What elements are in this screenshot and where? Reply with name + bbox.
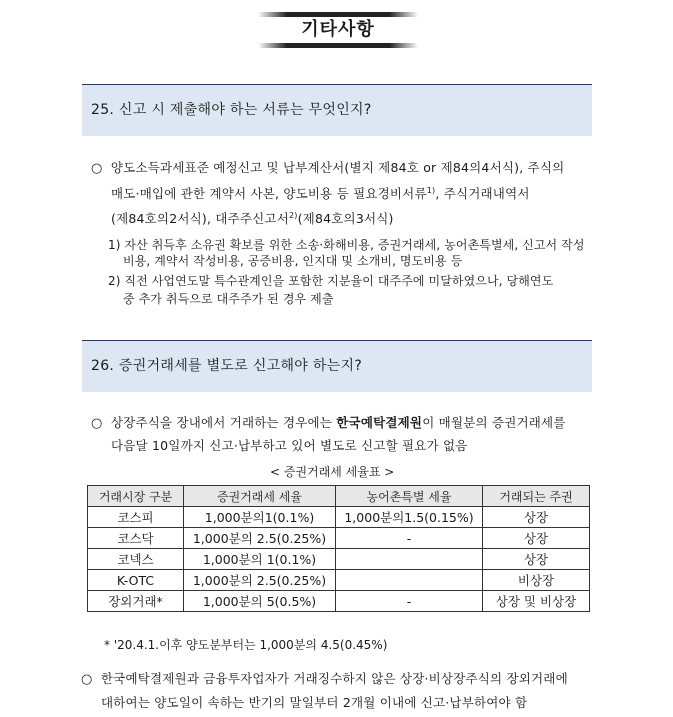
header-market: 거래시장 구분 — [88, 486, 184, 507]
cell-stock-type: 상장 — [483, 549, 590, 570]
q26-body-text-1a: 상장주식을 장내에서 거래하는 경우에는 — [110, 415, 337, 430]
title-rule-bottom — [258, 43, 418, 48]
question-25-title: 25. 신고 시 제출해야 하는 서류는 무엇인지? — [91, 102, 372, 118]
q26-body2-line-1 — [81, 670, 568, 688]
cell-tax-rate: 1,000분의 2.5(0.25%) — [184, 528, 336, 549]
table-row — [88, 549, 590, 570]
cell-market: K-OTC — [88, 570, 184, 591]
table-row — [88, 591, 590, 612]
cell-market: 장외거래* — [88, 591, 184, 612]
cell-stock-type: 상장 및 비상장 — [483, 591, 590, 612]
q26-body2-text-1: 한국예탁결제원과 금융투자업자가 거래징수하지 않은 상장·비상장주식의 장외거래에 — [100, 671, 568, 686]
bullet-circle-icon: ○ — [81, 672, 93, 687]
tax-rate-table — [87, 485, 590, 612]
cell-tax-rate: 1,000분의 5(0.5%) — [184, 591, 336, 612]
page-title: 기타사항 — [301, 19, 375, 40]
cell-market: 코스닥 — [88, 528, 184, 549]
footnote-1-line-1: 1) 자산 취득후 소유권 확보를 위한 소송·화해비용, 증권거래세, 농어촌특별세, 신고서 작성 — [108, 238, 585, 252]
q25-body-text-2a: 매도·매입에 관한 계약서 사본, 양도비용 등 필요경비서류 — [111, 186, 427, 201]
q25-body-text-1: 양도소득과세표준 예정신고 및 납부계산서(별지 제84호 or 제84의4서식), 주식의 — [110, 160, 565, 175]
title-rule-top — [258, 12, 418, 17]
table-row — [88, 570, 590, 591]
cell-stock-type: 상장 — [483, 507, 590, 528]
cell-rural-rate: - — [336, 591, 483, 612]
cell-market: 코스피 — [88, 507, 184, 528]
table-header-row — [88, 486, 590, 507]
q26-body-line-2: 다음달 10일까지 신고·납부하고 있어 별도로 신고할 필요가 없음 — [111, 438, 468, 453]
table-row — [88, 507, 590, 528]
table-note: * '20.4.1.이후 양도분부터는 1,000분의 4.5(0.45%) — [104, 638, 388, 652]
question-26-title: 26. 증권거래세를 별도로 신고해야 하는지? — [91, 358, 363, 374]
q26-body2-line-2: 대하여는 양도일이 속하는 반기의 말일부터 2개월 이내에 신고·납부하여야 함 — [101, 695, 528, 710]
cell-tax-rate: 1,000분의 2.5(0.25%) — [184, 570, 336, 591]
header-rural-rate: 농어촌특별 세율 — [336, 486, 483, 507]
q25-body-text-3a: (제84호의2서식), 대주주신고서 — [111, 211, 289, 226]
header-stock-type: 거래되는 주권 — [483, 486, 590, 507]
header-tax-rate: 증권거래세 세율 — [184, 486, 336, 507]
q26-body-text-1b: 이 매월분의 증권거래세를 — [422, 415, 566, 430]
cell-tax-rate: 1,000분의 1(0.1%) — [184, 549, 336, 570]
question-25-header — [82, 84, 592, 136]
footnote-2-line-1: 2) 직전 사업연도말 특수관계인을 포함한 지분율이 대주주에 미달하였으나, 당해연도 — [108, 274, 554, 288]
q26-body-line-1 — [91, 414, 566, 432]
bullet-circle-icon: ○ — [91, 416, 103, 431]
cell-stock-type: 상장 — [483, 528, 590, 549]
cell-rural-rate: - — [336, 528, 483, 549]
cell-rural-rate: 1,000분의1.5(0.15%) — [336, 507, 483, 528]
cell-market: 코넥스 — [88, 549, 184, 570]
footnote-2-line-2: 중 추가 취득으로 대주주가 된 경우 제출 — [123, 292, 334, 306]
cell-rural-rate — [336, 549, 483, 570]
footnote-ref-1: 1) — [426, 186, 436, 195]
q26-body-text-1-bold: 한국예탁결제원 — [336, 415, 423, 430]
footnote-ref-2: 2) — [288, 211, 298, 220]
bullet-circle-icon: ○ — [91, 161, 103, 176]
q25-body-line-2 — [111, 185, 530, 202]
cell-rural-rate — [336, 570, 483, 591]
table-row — [88, 528, 590, 549]
cell-tax-rate: 1,000분의1(0.1%) — [184, 507, 336, 528]
q25-body-text-2b: , 주식거래내역서 — [435, 186, 530, 201]
page-title-block — [258, 12, 418, 48]
q25-body-line-1 — [91, 159, 564, 177]
cell-stock-type: 비상장 — [483, 570, 590, 591]
table-caption: < 증권거래세 세율표 > — [270, 465, 395, 479]
q25-body-text-3b: (제84호의3서식) — [297, 211, 394, 226]
footnote-1-line-2: 비용, 계약서 작성비용, 공증비용, 인지대 및 소개비, 명도비용 등 — [123, 254, 463, 268]
q25-body-line-3 — [111, 210, 394, 227]
question-26-header — [82, 340, 592, 392]
